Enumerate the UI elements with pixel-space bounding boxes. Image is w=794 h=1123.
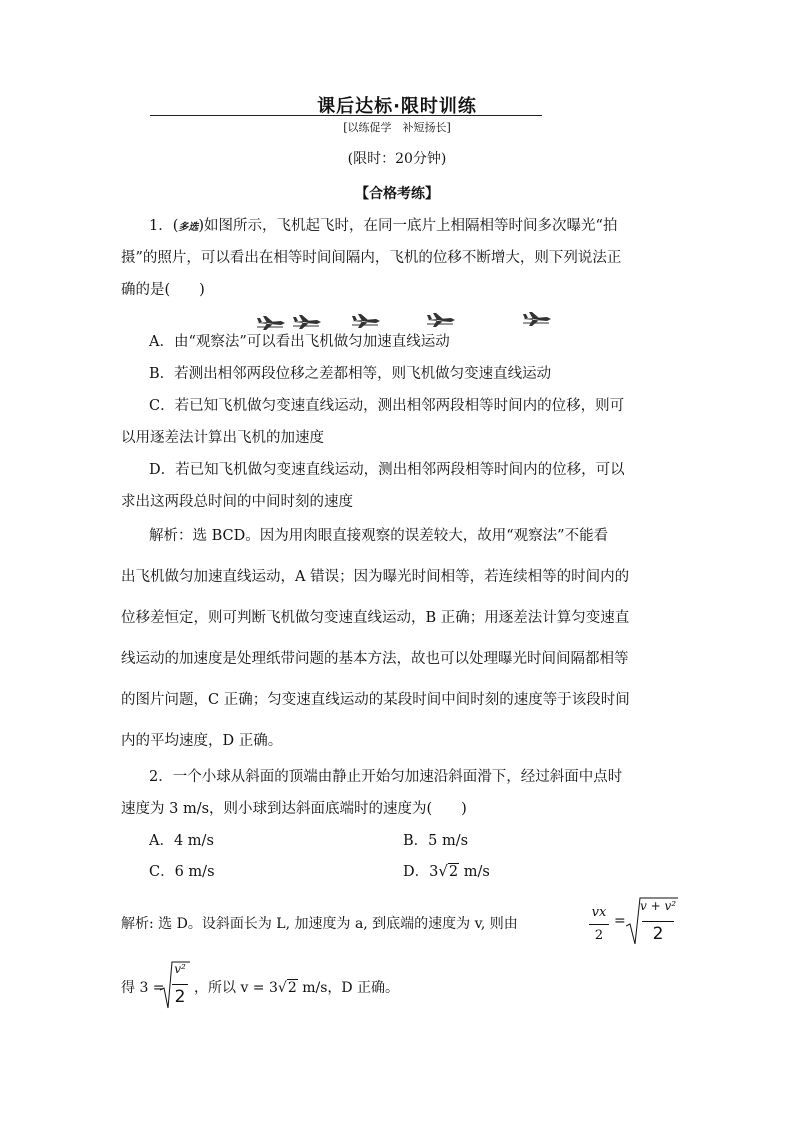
section-title: 【合格考练】 [355, 186, 439, 202]
radical-numerator [640, 899, 676, 913]
q1-analysis-line5: 的图片问题，C 正确；匀变速直线运动的某段时间中间时刻的速度等于该段时间 [121, 692, 630, 708]
q2-analysis-line2-mid: ，所以 v = 3 [194, 980, 278, 996]
q1-option-b: B．若测出相邻两段位移之差都相等，则飞机做匀变速直线运动 [149, 366, 552, 382]
sqrt-sign: √ [438, 862, 448, 880]
radical2-fraction-bar [172, 984, 188, 985]
title-underline [150, 115, 542, 116]
q1-analysis-line3: 位移差恒定，则可判断飞机做匀变速直线运动，B 正确；用逐差法计算匀变速直 [121, 610, 630, 626]
q2-option-d-prefix: D．3 [403, 864, 439, 880]
q1-stem-line3: 确的是( ) [121, 282, 205, 298]
q1-stem-line1 [149, 214, 617, 235]
q1-number: 1．( [149, 218, 179, 234]
fraction-denominator: 2 [594, 928, 604, 943]
airplane-icon [427, 313, 455, 327]
time-limit: (限时：20分钟) [347, 151, 447, 167]
page-subtitle: [以练促学 补短扬长] [343, 121, 451, 134]
airplane-icon [352, 314, 380, 328]
q2-analysis-line1: 解析: 选 D。设斜面长为 L, 加速度为 a, 到底端的速度为 v, 则由 [121, 916, 518, 932]
radical2-numerator [170, 962, 190, 976]
q1-option-a: A．由“观察法”可以看出飞机做匀加速直线运动 [149, 334, 450, 350]
q2-analysis-line2-radicand: 2 [287, 980, 297, 996]
q2-analysis-line2 [194, 977, 399, 997]
airplane-icon [257, 316, 285, 330]
radical-numerator-text: v + v² [640, 899, 677, 913]
airplane-icon [293, 315, 321, 329]
radical2-numerator-text: v² [174, 962, 186, 976]
q1-analysis-line2: 出飞机做匀加速直线运动，A 错误；因为曝光时间相等，若连续相等的时间内的 [121, 569, 630, 585]
q1-analysis-line6: 内的平均速度，D 正确。 [121, 733, 283, 749]
radical-denominator: 2 [652, 924, 664, 944]
q1-analysis-line4: 线运动的加速度是处理纸带问题的基本方法，故也可以处理曝光时间间隔都相等 [121, 651, 629, 667]
fraction-numerator [588, 905, 610, 920]
q1-stem-line2: 摄”的照片，可以看出在相等时间间隔内，飞机的位移不断增大，则下列说法正 [121, 250, 622, 266]
equals-sign: = [614, 913, 626, 929]
q1-option-c-line1: C．若已知飞机做匀变速直线运动，测出相邻两段相等时间内的位移，则可 [149, 398, 625, 414]
page-title: 课后达标·限时训练 [317, 96, 477, 117]
radical2-denominator: 2 [174, 987, 186, 1007]
fraction-numerator-text: vx [591, 905, 607, 920]
q2-stem-line2: 速度为 3 m/s，则小球到达斜面底端时的速度为( ) [121, 801, 467, 817]
q2-option-c: C．6 m/s [149, 864, 215, 880]
q1-option-d-line2: 求出这两段总时间的中间时刻的速度 [121, 494, 353, 510]
radical-fraction-bar [642, 921, 674, 922]
q2-option-d-unit: m/s [463, 864, 490, 880]
q1-stem-text: )如图所示，飞机起飞时，在同一底片上相隔相等时间多次曝光“拍 [198, 218, 618, 234]
fraction-bar [589, 924, 609, 925]
airplane-icon [523, 312, 551, 326]
sqrt-sign: √ [277, 980, 287, 996]
q2-stem-line1: 2．一个小球从斜面的顶端由静止开始匀加速沿斜面滑下，经过斜面中点时 [149, 769, 623, 785]
q2-analysis-line2-prefix: 得 3 = [121, 980, 165, 996]
q2-option-d-radicand: 2 [448, 864, 459, 880]
q1-option-d-line1: D．若已知飞机做匀变速直线运动，测出相邻两段相等时间内的位移，可以 [149, 462, 625, 478]
q2-option-a: A．4 m/s [149, 833, 214, 849]
q1-analysis-line1: 解析：选 BCD。因为用肉眼直接观察的误差较大，故用“观察法”不能看 [149, 528, 609, 544]
q2-option-d [403, 860, 490, 881]
q1-multi-select-tag: 多选 [178, 222, 199, 233]
q1-option-c-line2: 以用逐差法计算出飞机的加速度 [121, 430, 324, 446]
q2-option-b: B．5 m/s [403, 833, 469, 849]
q2-analysis-line2-suffix: m/s，D 正确。 [297, 980, 400, 996]
